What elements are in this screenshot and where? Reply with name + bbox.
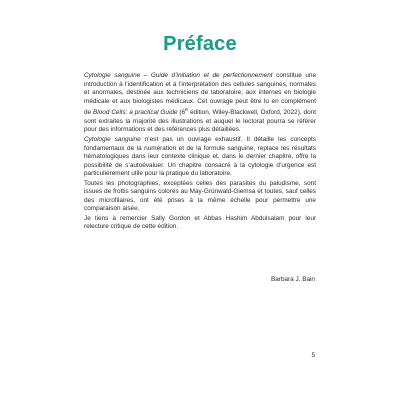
paragraph-2 (84, 136, 316, 179)
paragraph-1 (84, 72, 316, 135)
paragraph-text: constitue une introduction à l’identification et à l’interprétation des cellules sanguines, normales et anormales, destinée aux techniciens de laboratoire, aux internes en biologie médicale et aux biologistes médicaux. Cet ouvrage peut être lu en complément de (84, 72, 317, 117)
book-title-italic: Cytologie sanguine (84, 135, 141, 143)
author-signature: Barbara J. Bain (270, 276, 315, 283)
paragraph-3: Toutes les photographies, exceptées celles des parasites du paludisme, sont issues de frottis sanguins colorés au May-Grünwald-Giemsa et toutes, sauf celles des microfilaires, ont été prises à la même échelle pour permettre une comparaison aisée. (84, 179, 316, 213)
book-title-italic: Cytologie sanguine – Guide d’initiation et de perfectionnement (84, 72, 273, 79)
paragraph-4: Je tiens à remercier Sally Gordon et Abbas Hashim Abdulsalam pour leur relecture critique de cette édition. (84, 214, 316, 231)
paragraph-text: n’est pas un ouvrage exhaustif. Il détaille les concepts fondamentaux de la numération et de la formule sanguine, replace les résultats hématologiques dans leur contexte clinique et, dans le dernier chapitre, offre la possibilité de s’autoévaluer. Un chapitre consacré à la cytologie d’urgence est particulièrement utile pour la pratique du laboratoire. (84, 135, 316, 178)
edition-superscript: e (185, 107, 189, 114)
paragraph-text: édition, Wiley-Blackwell, Oxford, 2022), dont sont extraites la majorité des illustrations et auquel le lectorat pourra se référer pour des informations et des références plus détaillées. (84, 109, 316, 134)
page-number: 5 (311, 352, 315, 359)
reference-title-italic: Blood Cells: a practical Guide (93, 109, 178, 117)
page-title: Préface (163, 33, 237, 55)
preface-body (84, 72, 316, 233)
paragraph-text: (6 (177, 109, 186, 117)
